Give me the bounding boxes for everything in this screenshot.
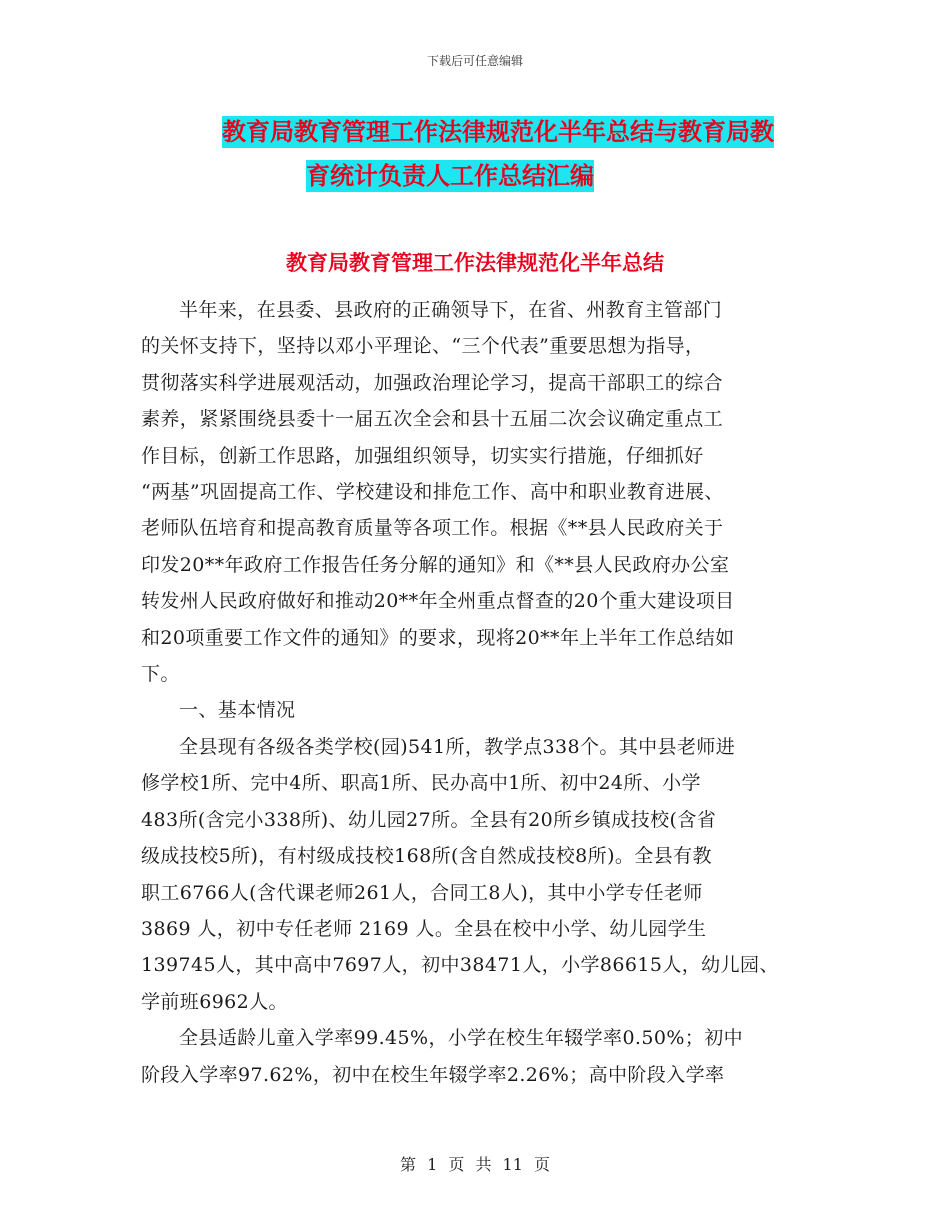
text-line: 的关怀支持下，坚持以邓小平理论、“三个代表”重要思想为指导， <box>141 335 705 358</box>
text-line: 全县现有各级各类学校(园)541所，教学点338个。其中县老师进 <box>179 735 736 758</box>
text-line: 职工6766人(含代课老师261人，合同工8人)，其中小学专任老师 <box>141 881 703 904</box>
text-line: 作目标，创新工作思路，加强组织领导，切实实行措施，仔细抓好 <box>141 444 704 467</box>
text-line: 印发20**年政府工作报告任务分解的通知》和《**县人民政府办公室 <box>141 553 730 576</box>
document-title-line-1: 教育局教育管理工作法律规范化半年总结与教育局教 <box>222 118 774 146</box>
text-line: 学前班6962人。 <box>141 990 288 1013</box>
text-line: 贯彻落实科学进展观活动，加强政治理论学习，提高干部职工的综合 <box>141 371 724 394</box>
document-title-line-2: 育统计负责人工作总结汇编 <box>306 162 594 190</box>
text-line: 半年来，在县委、县政府的正确领导下，在省、州教育主管部门 <box>179 299 723 321</box>
paragraph-intro <box>141 292 817 692</box>
text-line: 和20项重要工作文件的通知》的要求，现将20**年上半年工作总结如 <box>141 626 735 649</box>
text-line: 下。 <box>141 663 180 686</box>
text-line: 素养，紧紧围绕县委十一届五次全会和县十五届二次会议确定重点工 <box>141 408 724 431</box>
paragraph-enrollment <box>141 1020 817 1093</box>
text-line: 一、基本情况 <box>179 699 296 722</box>
text-line: 全县适龄儿童入学率99.45%，小学在校生年辍学率0.50%；初中 <box>179 1027 744 1050</box>
text-line: 转发州人民政府做好和推动20**年全州重点督查的20个重大建设项目 <box>141 590 735 613</box>
heading-basic-situation <box>141 692 817 728</box>
text-line: 级成技校5所)，有村级成技校168所(含自然成技校8所)。全县有教 <box>141 845 712 868</box>
text-line: 3869 人，初中专任老师 2169 人。全县在校中小学、幼儿园学生 <box>141 917 707 940</box>
page-footer: 第 1 页 共 11 页 <box>400 1155 550 1174</box>
section-title: 教育局教育管理工作法律规范化半年总结 <box>286 251 664 275</box>
document-body <box>141 292 817 1093</box>
text-line: 139745人，其中高中7697人，初中38471人，小学86615人，幼儿园、 <box>141 954 779 977</box>
text-line: 老师队伍培育和提高教育质量等各项工作。根据《**县人民政府关于 <box>141 517 724 540</box>
text-line: “两基”巩固提高工作、学校建设和排危工作、高中和职业教育进展、 <box>141 481 724 504</box>
page-header-note: 下载后可任意编辑 <box>426 54 523 68</box>
text-line: 修学校1所、完中4所、职高1所、民办高中1所、初中24所、小学 <box>141 772 701 795</box>
paragraph-schools <box>141 729 817 1020</box>
text-line: 483所(含完小338所)、幼儿园27所。全县有20所乡镇成技校(含省 <box>141 808 717 831</box>
text-line: 阶段入学率97.62%，初中在校生年辍学率2.26%；高中阶段入学率 <box>141 1063 725 1086</box>
document-title <box>0 110 950 198</box>
